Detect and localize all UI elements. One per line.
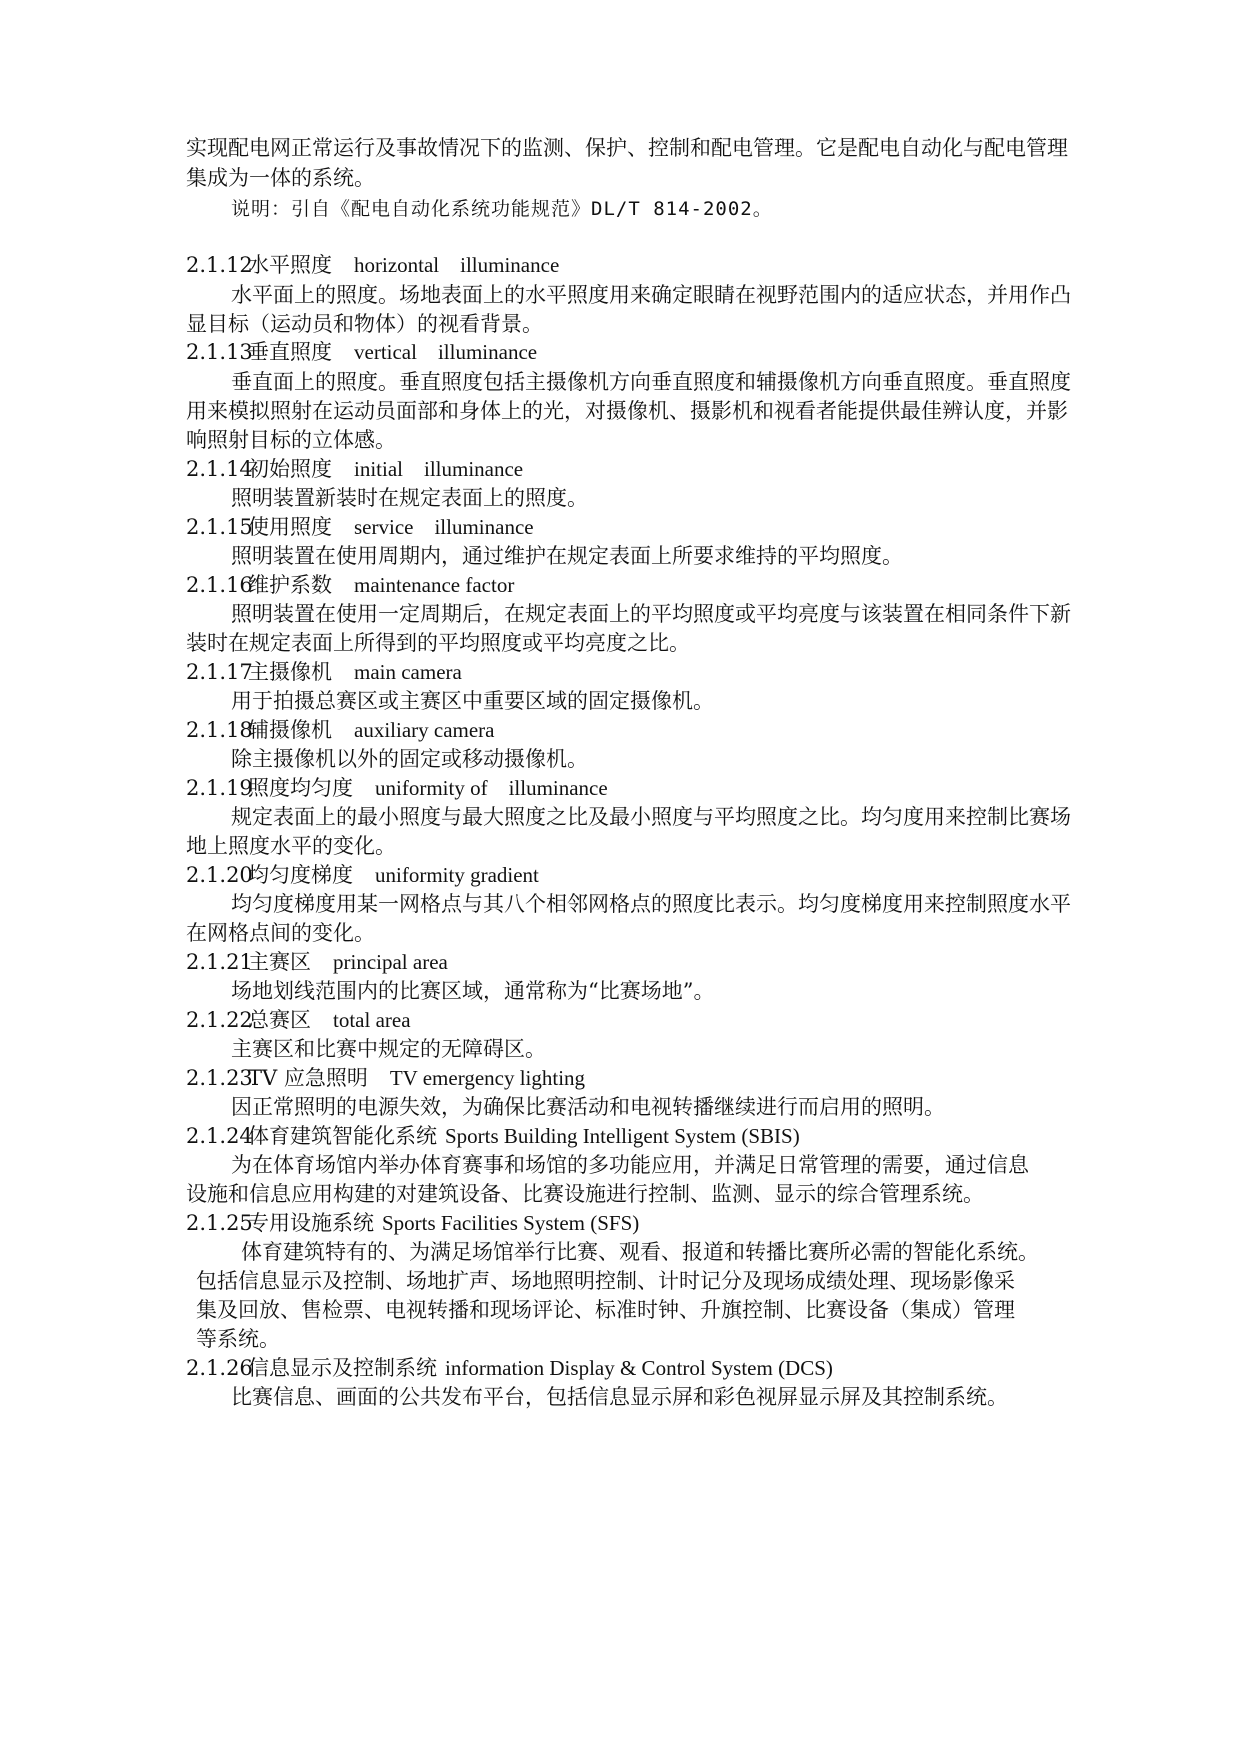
term-definition-line: 用来模拟照射在运动员面部和身体上的光，对摄像机、摄影机和视看者能提供最佳辨认度，并影 [186,399,1068,423]
term-number: 2.1.15 [186,515,253,539]
term-number: 2.1.16 [186,573,253,597]
term-definition-line: 照明装置在使用周期内，通过维护在规定表面上所要求维持的平均照度。 [231,544,903,568]
term-heading-2-1-12 [186,250,559,280]
term-chinese: 初始照度 [248,457,332,481]
term-chinese: 总赛区 [248,1008,311,1032]
term-number: 2.1.19 [186,776,253,800]
term-number: 2.1.25 [186,1211,253,1235]
term-heading-2-1-15 [186,512,534,542]
term-english: Sports Facilities System (SFS) [382,1211,640,1235]
term-english: auxiliary camera [354,718,495,742]
term-number: 2.1.24 [186,1124,253,1148]
term-definition-line: 为在体育场馆内举办体育赛事和场馆的多功能应用，并满足日常管理的需要，通过信息 [231,1153,1029,1177]
term-number: 2.1.14 [186,457,253,481]
term-definition-line: 均匀度梯度用某一网格点与其八个相邻网格点的照度比表示。均匀度梯度用来控制照度水平 [231,892,1071,916]
term-definition-line: 显目标（运动员和物体）的视看背景。 [186,312,543,336]
term-definition-line: 因正常照明的电源失效，为确保比赛活动和电视转播继续进行而启用的照明。 [231,1095,945,1119]
term-chinese: 专用设施系统 [248,1211,374,1235]
term-english: information Display & Control System (DCS) [445,1356,833,1380]
term-definition-line: 装时在规定表面上所得到的平均照度或平均亮度之比。 [186,631,690,655]
term-chinese: 辅摄像机 [248,718,332,742]
term-chinese: 维护系数 [248,573,332,597]
term-chinese: 主摄像机 [248,660,332,684]
term-definition-line: 主赛区和比赛中规定的无障碍区。 [231,1037,546,1061]
term-definition-line: 照明装置在使用一定周期后，在规定表面上的平均照度或平均亮度与该装置在相同条件下新 [231,602,1071,626]
term-definition-line: 设施和信息应用构建的对建筑设备、比赛设施进行控制、监测、显示的综合管理系统。 [186,1182,984,1206]
term-definition-line: 水平面上的照度。场地表面上的水平照度用来确定眼睛在视野范围内的适应状态，并用作凸 [231,283,1071,307]
term-definition-line: 地上照度水平的变化。 [186,834,396,858]
source-note: 说明：引自《配电自动化系统功能规范》DL/T 814-2002。 [231,198,773,220]
term-number: 2.1.17 [186,660,253,684]
term-heading-2-1-19 [186,773,608,803]
term-heading-2-1-24 [186,1121,800,1151]
term-heading-2-1-26 [186,1353,833,1383]
term-chinese: 水平照度 [248,253,332,277]
term-english: service illuminance [354,515,534,539]
term-chinese: 照度均匀度 [248,776,353,800]
term-definition-line: 比赛信息、画面的公共发布平台，包括信息显示屏和彩色视屏显示屏及其控制系统。 [231,1385,1008,1409]
term-english: initial illuminance [354,457,524,481]
term-definition-line: 场地划线范围内的比赛区域，通常称为“比赛场地”。 [231,979,715,1003]
term-definition-line: 体育建筑特有的、为满足场馆举行比赛、观看、报道和转播比赛所必需的智能化系统。 [241,1240,1039,1264]
term-chinese: 主赛区 [248,950,311,974]
term-number: 2.1.23 [186,1066,253,1090]
term-definition-line: 用于拍摄总赛区或主赛区中重要区域的固定摄像机。 [231,689,714,713]
term-english: vertical illuminance [354,340,538,364]
term-heading-2-1-23 [186,1063,585,1093]
term-english: TV emergency lighting [389,1066,586,1090]
term-definition-line: 在网格点间的变化。 [186,921,375,945]
term-definition-line: 响照射目标的立体感。 [186,428,396,452]
term-number: 2.1.13 [186,340,253,364]
term-english: main camera [354,660,462,684]
term-definition-line: 垂直面上的照度。垂直照度包括主摄像机方向垂直照度和辅摄像机方向垂直照度。垂直照度 [231,370,1071,394]
term-heading-2-1-21 [186,947,448,977]
intro-line-1: 实现配电网正常运行及事故情况下的监测、保护、控制和配电管理。它是配电自动化与配电管理 [186,136,1068,160]
term-english: total area [333,1008,411,1032]
term-chinese: 体育建筑智能化系统 [248,1124,437,1148]
term-number: 2.1.22 [186,1008,253,1032]
term-english: horizontal illuminance [354,253,560,277]
term-definition-line: 集及回放、售检票、电视转播和现场评论、标准时钟、升旗控制、比赛设备（集成）管理 [196,1298,1015,1322]
term-number: 2.1.21 [186,950,253,974]
term-heading-2-1-20 [186,860,539,890]
term-heading-2-1-22 [186,1005,411,1035]
term-number: 2.1.18 [186,718,253,742]
term-heading-2-1-14 [186,454,523,484]
term-definition-line: 除主摄像机以外的固定或移动摄像机。 [231,747,588,771]
term-number: 2.1.20 [186,863,253,887]
term-chinese: TV 应急照明 [248,1066,368,1090]
term-heading-2-1-18 [186,715,495,745]
term-english: uniformity gradient [375,863,539,887]
term-english: principal area [333,950,448,974]
term-chinese: 垂直照度 [248,340,332,364]
intro-line-2: 集成为一体的系统。 [186,166,375,190]
term-heading-2-1-17 [186,657,462,687]
term-definition-line: 照明装置新装时在规定表面上的照度。 [231,486,588,510]
term-english: maintenance factor [354,573,515,597]
term-english: uniformity of illuminance [375,776,608,800]
term-chinese: 信息显示及控制系统 [248,1356,437,1380]
term-definition-line: 等系统。 [196,1327,280,1351]
term-heading-2-1-25 [186,1208,639,1238]
term-chinese: 使用照度 [248,515,332,539]
term-number: 2.1.12 [186,253,253,277]
term-number: 2.1.26 [186,1356,253,1380]
term-chinese: 均匀度梯度 [248,863,353,887]
term-definition-line: 包括信息显示及控制、场地扩声、场地照明控制、计时记分及现场成绩处理、现场影像采 [196,1269,1015,1293]
term-definition-line: 规定表面上的最小照度与最大照度之比及最小照度与平均照度之比。均匀度用来控制比赛场 [231,805,1071,829]
term-heading-2-1-16 [186,570,514,600]
term-english: Sports Building Intelligent System (SBIS) [445,1124,800,1148]
term-heading-2-1-13 [186,337,537,367]
